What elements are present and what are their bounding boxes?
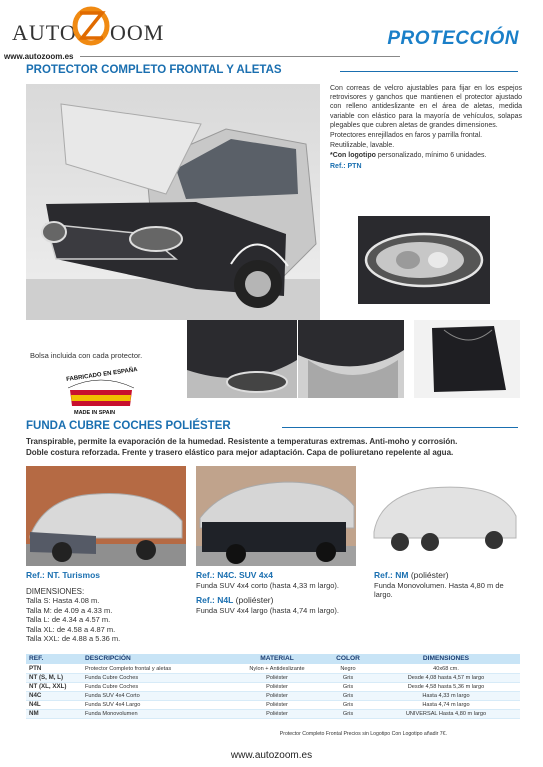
ref-n4l-desc: Funda SUV 4x4 largo (hasta 4,74 m largo).: [196, 605, 339, 615]
table-cell: Hasta 4,74 m largo: [372, 700, 520, 709]
ref-nm-block: [374, 571, 520, 600]
size-item: Talla L: de 4.34 a 4.57 m.: [26, 615, 111, 624]
bag-included-caption: Bolsa incluida con cada protector.: [30, 351, 143, 360]
cover-suv-photo: [196, 466, 356, 566]
table-cell-ref: N4L: [26, 700, 82, 709]
table-cell: Negro: [324, 664, 372, 673]
column-header: MATERIAL: [230, 654, 324, 664]
table-cell: Gris: [324, 682, 372, 691]
column-header: DIMENSIONES: [372, 654, 520, 664]
table-row: [26, 664, 520, 673]
table-cell: Gris: [324, 709, 372, 718]
header-divider: [80, 56, 400, 57]
cover-monovolumen-photo: [370, 476, 520, 556]
table-cell: 40x68 cm.: [372, 664, 520, 673]
table-cell: Gris: [324, 673, 372, 682]
description-paragraph: Con correas de velcro ajustables para fijar en los espejos retrovisores y ganchos que mantienen el protector ajustado con relleno antideslizante en el área de aletas, medida variable con elástico para la mayoría de vehículos, solapas plegables que cubren aletas de grandes dimensiones.: [330, 85, 522, 129]
table-cell: Poliéster: [230, 682, 324, 691]
grille-detail-photo: [298, 320, 404, 398]
table-row: [26, 700, 520, 709]
protector-description: [330, 84, 522, 172]
storage-bag-photo: [414, 320, 520, 398]
logo-note: [330, 151, 522, 160]
description-paragraph: Protectores enrejillados en faros y parrilla frontal.: [330, 132, 483, 140]
brand-text-right: OOM: [110, 20, 165, 45]
table-cell: Protector Completo frontal y aletas: [82, 664, 230, 673]
car-front-protector-photo: [26, 84, 320, 320]
intro-line: Transpirable, permite la evaporación de la humedad. Resistente a temperaturas extremas. Anti-moho y corrosión.: [26, 437, 458, 446]
table-header-row: [26, 654, 520, 664]
column-header: REF.: [26, 654, 82, 664]
product-table: [26, 654, 520, 719]
page-title: PROTECCIÓN: [387, 28, 519, 49]
ref-nm-desc: Funda Monovolumen. Hasta 4,80 m de largo.: [374, 580, 504, 599]
table-cell: Nylon + Antideslizante: [230, 664, 324, 673]
section-divider: [340, 71, 518, 72]
fender-detail-photo: [187, 320, 297, 398]
made-in-spain-seal: [64, 368, 138, 422]
brand-logo: [10, 4, 175, 48]
table-cell: Funda SUV 4x4 Largo: [82, 700, 230, 709]
seal-text-top: FABRICADO EN ESPAÑA: [65, 367, 138, 383]
ref-nm-note: (poliéster): [408, 570, 449, 580]
ref-n4c: Ref.: N4C. SUV 4x4: [196, 570, 273, 580]
table-cell: Poliéster: [230, 709, 324, 718]
headlight-detail-photo: [358, 216, 490, 304]
ref-suv-block: [196, 571, 366, 615]
ref-nm: Ref.: NM: [374, 570, 409, 580]
brand-url[interactable]: www.autozoom.es: [4, 52, 74, 61]
brand-z-swoosh-icon: [72, 4, 110, 46]
size-item: Talla S: Hasta 4.08 m.: [26, 596, 100, 605]
ref-n4l-note: (poliéster): [233, 595, 274, 605]
car-cover-intro: [26, 436, 526, 458]
ref-n4c-desc: Funda SUV 4x4 corto (hasta 4,33 m largo).: [196, 580, 339, 590]
section-title-protector: PROTECTOR COMPLETO FRONTAL Y ALETAS: [26, 64, 282, 76]
table-cell: Gris: [324, 700, 372, 709]
table-cell: Hasta 4,33 m largo: [372, 691, 520, 700]
dimensions-title: DIMENSIONES:: [26, 586, 85, 596]
table-cell: Funda SUV 4x4 Corto: [82, 691, 230, 700]
description-paragraph: Reutilizable, lavable.: [330, 142, 395, 150]
table-cell: Gris: [324, 691, 372, 700]
size-item: Talla XXL: de 4.88 a 5.36 m.: [26, 634, 121, 643]
table-cell-ref: N4C: [26, 691, 82, 700]
table-row: [26, 682, 520, 691]
size-item: Talla M: de 4.09 a 4.33 m.: [26, 605, 113, 615]
table-cell: Funda Cubre Coches: [82, 673, 230, 682]
table-cell: Desde 4,08 hasta 4,57 m largo: [372, 673, 520, 682]
table-row: [26, 709, 520, 718]
ref-n4l: Ref.: N4L: [196, 595, 234, 605]
table-cell: UNIVERSAL Hasta 4,80 m largo: [372, 709, 520, 718]
section-title-car-cover: FUNDA CUBRE COCHES POLIÉSTER: [26, 420, 231, 432]
seal-text-bottom: MADE IN SPAIN: [74, 410, 116, 416]
logo-note-bold: *Con logotipo: [330, 152, 376, 160]
intro-line: Doble costura reforzada. Frente y trasero elástico para mejor adaptación. Capa de poliuretano repelente al agua.: [26, 448, 454, 457]
cover-turismo-photo: [26, 466, 186, 566]
logo-note-rest: personalizado, mínimo 6 unidades.: [375, 152, 487, 160]
footer-url[interactable]: www.autozoom.es: [230, 750, 313, 761]
table-cell: Desde 4,58 hasta 5,36 m largo: [372, 682, 520, 691]
ref-n4l-line: [196, 596, 366, 606]
table-cell-ref: NT (XL, XXL): [26, 682, 82, 691]
column-header: COLOR: [324, 654, 372, 664]
ref-nm-line: [374, 571, 520, 581]
section-divider: [282, 427, 518, 428]
ref-ptn: Ref.: PTN: [330, 162, 362, 170]
table-cell-ref: NT (S, M, L): [26, 673, 82, 682]
table-footnote: Protector Completo Frontal Precios sin Logotipo Con Logotipo añadir 7€.: [279, 731, 447, 737]
table-cell-ref: NM: [26, 709, 82, 718]
table-row: [26, 673, 520, 682]
table-row: [26, 691, 520, 700]
table-cell: Funda Monovolumen: [82, 709, 230, 718]
column-header: DESCRIPCIÓN: [82, 654, 230, 664]
ref-nt: Ref.: NT. Turismos: [26, 570, 100, 580]
brand-text-left: AUTO: [12, 20, 77, 45]
table-cell: Poliéster: [230, 700, 324, 709]
ref-nt-block: [26, 571, 176, 644]
table-cell-ref: PTN: [26, 664, 82, 673]
table-cell: Poliéster: [230, 691, 324, 700]
table-cell: Funda Cubre Coches: [82, 682, 230, 691]
size-item: Talla XL: de 4.58 a 4.87 m.: [26, 624, 116, 634]
table-cell: Poliéster: [230, 673, 324, 682]
